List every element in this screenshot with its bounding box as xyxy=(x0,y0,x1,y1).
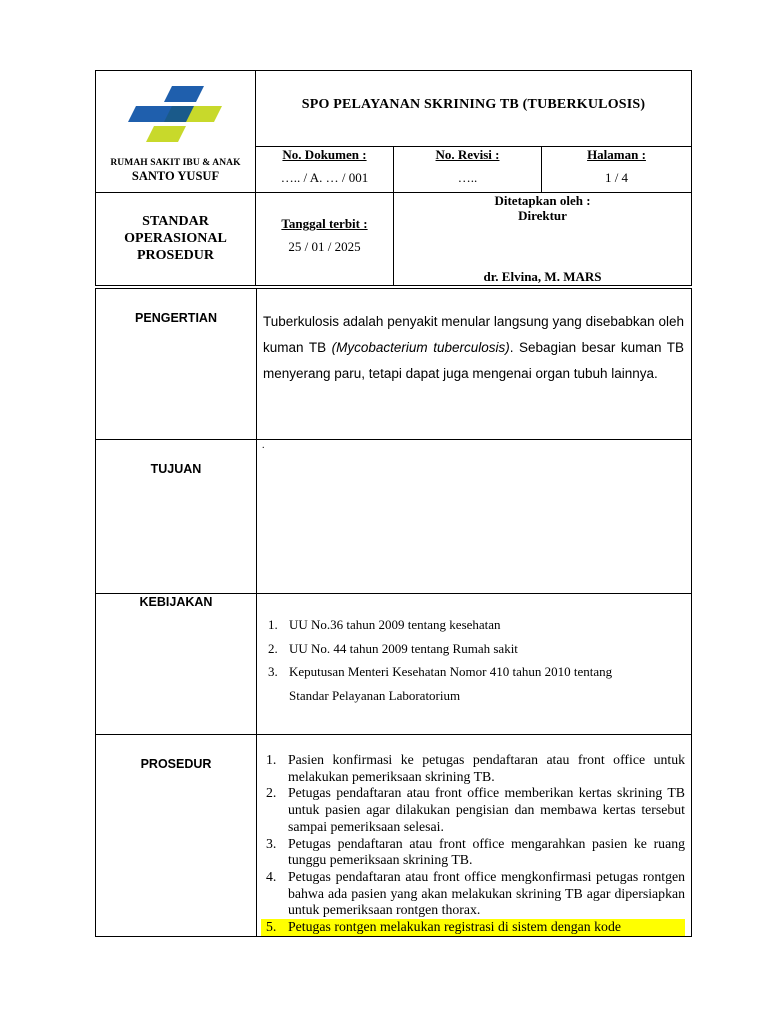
prosedur-label: PROSEDUR xyxy=(140,757,212,771)
list-item: 3. Petugas pendaftaran atau front office mengarahkan pasien ke ruang tunggu pemeriksaan skrining TB. xyxy=(266,835,685,868)
spo-line3: PROSEDUR xyxy=(136,248,214,263)
spo-label xyxy=(96,213,255,264)
pengertian-label: PENGERTIAN xyxy=(135,311,217,325)
spo-line2: OPERASIONAL xyxy=(124,231,227,246)
cross-logo-icon xyxy=(124,82,226,152)
kebijakan-list xyxy=(262,613,682,707)
tanggal-terbit-value: 25 / 01 / 2025 xyxy=(288,239,361,254)
tanggal-terbit-label: Tanggal terbit : xyxy=(281,216,368,231)
no-revisi-value: ….. xyxy=(457,170,478,185)
halaman-value: 1 / 4 xyxy=(604,170,629,185)
pengertian-text xyxy=(263,309,684,387)
list-item-highlighted: 5. Petugas rontgen melakukan registrasi di sistem dengan kode xyxy=(261,919,685,936)
tujuan-label: TUJUAN xyxy=(150,462,202,476)
spo-line1: STANDAR xyxy=(142,214,209,229)
list-item: 4. Petugas pendaftaran atau front office mengkonfirmasi petugas rontgen bahwa ada pasien yang akan melakukan skrining TB agar dipersiapkan untuk pemeriksaan rontgen thorax. xyxy=(266,868,685,918)
pengertian-text-before: Tuberkulosis adalah penyakit menular langsung yang disebabkan oleh kuman TB xyxy=(263,314,684,355)
pengertian-text-after: . Sebagian besar kuman TB menyerang paru, tetapi dapat juga mengenai organ tubuh lainnya. xyxy=(263,340,685,381)
list-item: 2. UU No. 44 tahun 2009 tentang Rumah sakit xyxy=(268,640,518,656)
ditetapkan-role: Direktur xyxy=(518,208,567,223)
kebijakan-label: KEBIJAKAN xyxy=(139,595,213,609)
list-item: 3. Keputusan Menteri Kesehatan Nomor 410 tahun 2010 tentang Standar Pelayanan Laboratorium xyxy=(268,664,613,703)
list-item: 1. Pasien konfirmasi ke petugas pendaftaran atau front office untuk melakukan pemeriksaan skrining TB. xyxy=(266,752,685,784)
ditetapkan-label: Ditetapkan oleh : xyxy=(494,193,591,208)
no-revisi-label: No. Revisi : xyxy=(435,147,500,162)
ditetapkan-name: dr. Elvina, M. MARS xyxy=(483,269,602,284)
tujuan-text: . xyxy=(262,440,265,451)
no-dokumen-value: ….. / A. … / 001 xyxy=(280,170,369,185)
document-title: SPO PELAYANAN SKRINING TB (TUBERKULOSIS) xyxy=(301,97,646,112)
hospital-logo xyxy=(124,82,226,152)
hospital-name-line1: RUMAH SAKIT IBU & ANAK xyxy=(110,158,241,168)
list-item: 2. Petugas pendaftaran atau front office memberikan kertas skrining TB untuk pasien agar dilakukan pengisian dan membawa kertas tersebut sampai pemeriksaan selesai. xyxy=(266,785,685,834)
pengertian-text-italic: (Mycobacterium tuberculosis) xyxy=(331,340,510,355)
prosedur-list xyxy=(261,752,685,936)
list-item: 1. UU No.36 tahun 2009 tentang kesehatan xyxy=(268,617,501,632)
halaman-label: Halaman : xyxy=(587,147,646,162)
hospital-name-line2: SANTO YUSUF xyxy=(131,169,220,183)
no-dokumen-label: No. Dokumen : xyxy=(282,147,367,162)
